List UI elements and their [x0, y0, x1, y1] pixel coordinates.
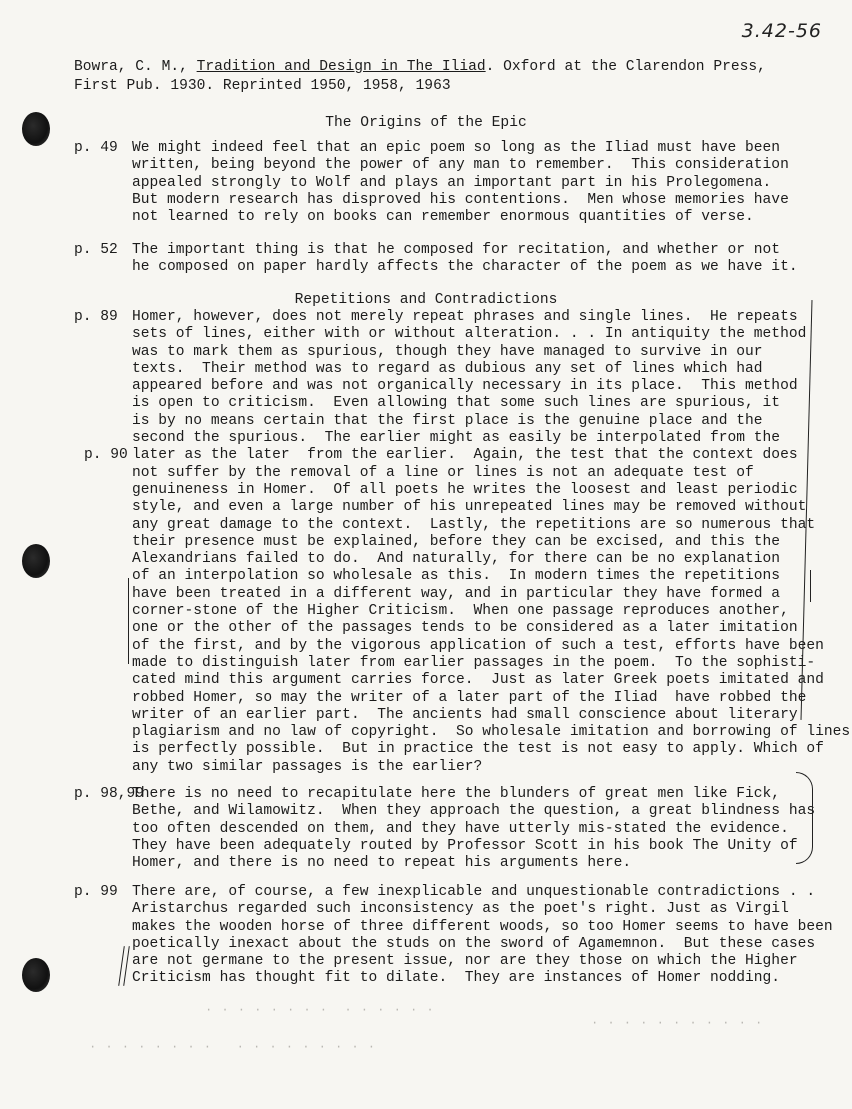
text-line: have been treated in a different way, and in particular they have formed a [132, 585, 781, 602]
text-line: one or the other of the passages tends to be considered as a later imitation [132, 620, 798, 637]
text-line: makes the wooden horse of three different woods, so too Homer seems to have been [132, 918, 833, 935]
citation-title: Tradition and Design in The Iliad [196, 59, 486, 75]
entry-page-number: p. 98,99 [74, 786, 145, 802]
text-line: sets of lines, either with or without alteration. . . In antiquity the method [132, 326, 807, 343]
margin-mark-left-2 [123, 946, 130, 986]
entry-text [132, 140, 822, 226]
bleed-through-1: · · · · · · · · · · · · · · [204, 1003, 434, 1017]
text-line: of the first, and by the vigorous application of such a test, efforts have been [132, 637, 824, 654]
text-line: of an interpolation so wholesale as this. In modern times the repetitions [132, 568, 781, 585]
text-line: not learned to rely on books can remember enormous quantities of verse. [132, 209, 754, 226]
citation-author: Bowra, C. M., [74, 59, 197, 75]
entry-page-number: p. 99 [74, 884, 118, 900]
text-line: texts. Their method was to regard as dubious any set of lines which had [132, 360, 763, 377]
text-line: Homer, however, does not merely repeat phrases and single lines. He repeats [132, 309, 798, 325]
bleed-through-3: · · · · · · · · · · · [590, 1016, 763, 1030]
heading-origins: The Origins of the Epic [325, 115, 527, 131]
entry-text [132, 786, 822, 872]
text-line: appealed strongly to Wolf and plays an important part in his Prolegomena. [132, 174, 772, 191]
text-line: There is no need to recapitulate here the blunders of great men like Fick, [132, 786, 781, 802]
entry-text [132, 884, 833, 988]
text-line: is open to criticism. Even allowing that some such lines are spurious, it [132, 395, 781, 412]
punch-hole-middle [22, 544, 50, 578]
text-line: later as the later from the earlier. Again, the test that the context does [132, 447, 798, 464]
handwritten-page-number: 3.42-56 [741, 20, 822, 42]
margin-tick-right [810, 570, 811, 602]
margin-line-left [128, 578, 129, 664]
entry-page-number: p. 49 [74, 140, 118, 156]
entry-text [132, 242, 822, 277]
margin-bracket [796, 772, 813, 864]
text-line: plagiarism and no law of copyright. So wholesale imitation and borrowing of lines [132, 724, 851, 741]
text-line: written, being beyond the power of any man to remember. This consideration [132, 157, 789, 174]
text-line: he composed on paper hardly affects the character of the poem as we have it. [132, 259, 798, 276]
text-line: too often descended on them, and they have utterly mis-stated the evidence. [132, 820, 789, 837]
text-line: cated mind this argument carries force. Just as later Greek poets imitated and [132, 672, 824, 689]
text-line: Bethe, and Wilamowitz. When they approach the question, a great blindness has [132, 803, 816, 820]
text-line: not suffer by the removal of a line or lines is not an adequate test of [132, 464, 754, 481]
text-line: any great damage to the context. Lastly, the repetitions are so numerous that [132, 516, 816, 533]
text-line: made to distinguish later from earlier passages in the poem. To the sophisti- [132, 654, 816, 671]
text-line: their presence must be explained, before they can be excised, and this the [132, 533, 781, 550]
text-line: any two similar passages is the earlier? [132, 758, 483, 775]
citation-line-2: First Pub. 1930. Reprinted 1950, 1958, 1963 [74, 78, 451, 94]
text-line: The important thing is that he composed for recitation, and whether or not [132, 242, 781, 258]
text-line: was to mark them as spurious, though they have managed to survive in our [132, 343, 763, 360]
heading-repetitions: Repetitions and Contradictions [294, 292, 558, 308]
text-line: Criticism has thought fit to dilate. They are instances of Homer nodding. [132, 970, 781, 987]
text-line: appeared before and was not organically necessary in its place. This method [132, 378, 798, 395]
text-line: are not germane to the present issue, nor are they those on which the Higher [132, 953, 798, 970]
text-line: Alexandrians failed to do. And naturally, for there can be no explanation [132, 551, 781, 568]
citation-publisher: . Oxford at the Clarendon Press, [485, 59, 766, 75]
text-line: We might indeed feel that an epic poem so long as the Iliad must have been [132, 140, 781, 156]
text-line: writer of an earlier part. The ancients had small conscience about literary [132, 706, 798, 723]
text-line: poetically inexact about the studs on the sword of Agamemnon. But these cases [132, 935, 816, 952]
punch-hole-bottom [22, 958, 50, 992]
text-line: second the spurious. The earlier might as easily be interpolated from the [132, 430, 781, 447]
text-line: robbed Homer, so may the writer of a later part of the Iliad have robbed the [132, 689, 807, 706]
text-line: is by no means certain that the first place is the genuine place and the [132, 412, 763, 429]
text-line: style, and even a large number of his unrepeated lines may be removed without [132, 499, 807, 516]
entry-page-number-2: p. 90 [84, 447, 128, 463]
text-line: is perfectly possible. But in practice the test is not easy to apply. Which of [132, 741, 824, 758]
text-line: There are, of course, a few inexplicable and unquestionable contradictions . . [132, 884, 816, 900]
text-line: corner-stone of the Higher Criticism. When one passage reproduces another, [132, 603, 789, 620]
text-line: genuineness in Homer. Of all poets he writes the loosest and least periodic [132, 481, 798, 498]
bibliographic-citation [74, 58, 814, 96]
bleed-through-2: · · · · · · · · · · · · · · · · · [88, 1040, 376, 1054]
text-line: Homer, and there is no need to repeat his arguments here. [132, 855, 632, 872]
text-line: They have been adequately routed by Professor Scott in his book The Unity of [132, 837, 798, 854]
text-line: Aristarchus regarded such inconsistency as the poet's right. Just as Virgil [132, 901, 789, 918]
entry-text [132, 309, 851, 776]
text-line: But modern research has disproved his contentions. Men whose memories have [132, 191, 789, 208]
entry-page-number: p. 52 [74, 242, 118, 258]
entry-page-number: p. 89 [74, 309, 118, 325]
